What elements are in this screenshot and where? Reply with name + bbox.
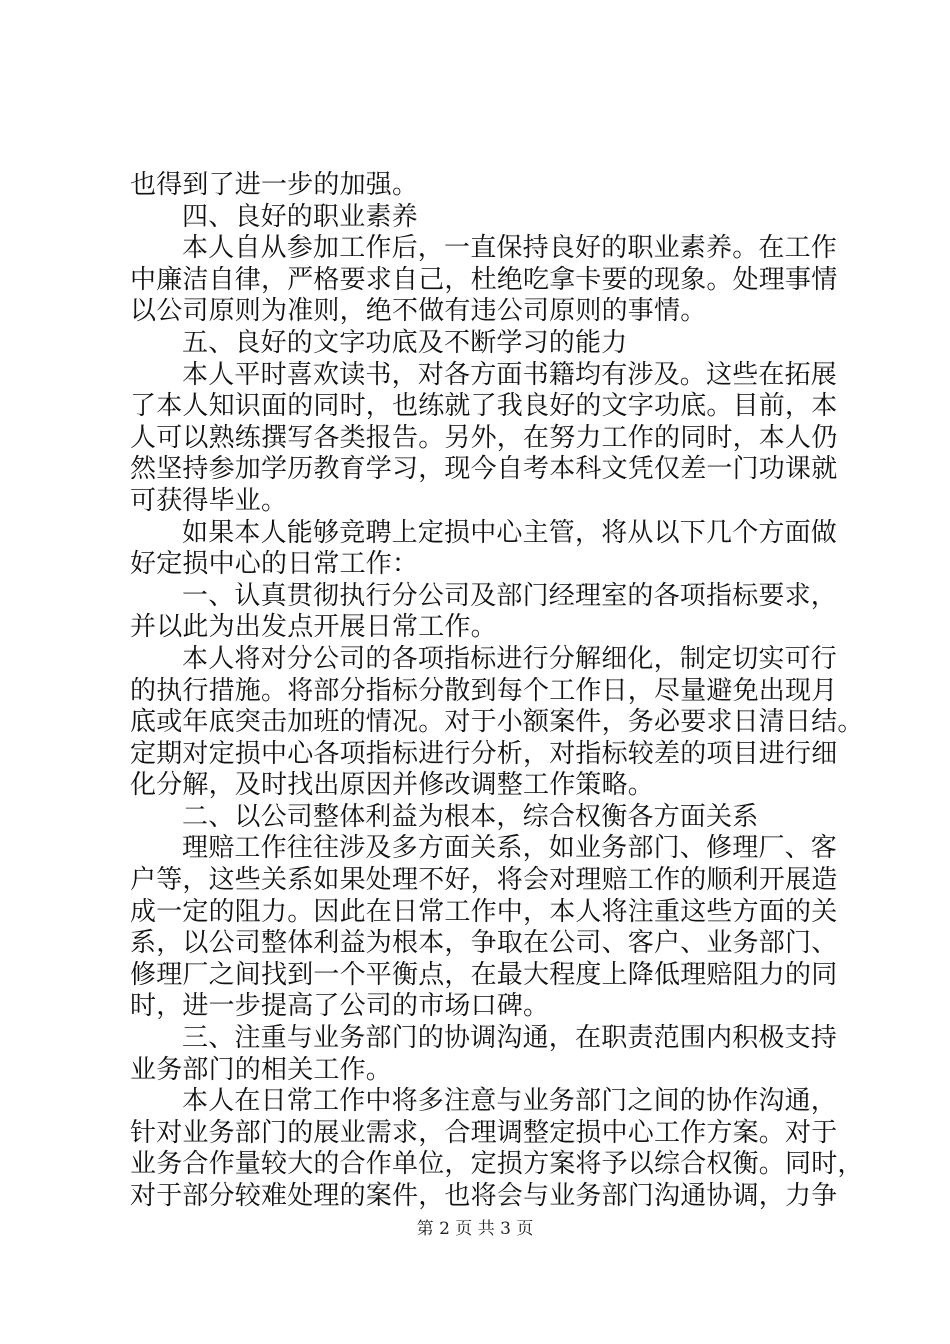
document-body	[130, 170, 864, 1213]
text-line: 四、良好的职业素养	[182, 201, 418, 232]
text-line: 本人自从参加工作后，一直保持良好的职业素养。在工作	[182, 233, 838, 264]
text-line: 如果本人能够竞聘上定损中心主管，将从以下几个方面做	[182, 517, 838, 548]
text-line: 可获得毕业。	[130, 485, 288, 516]
text-line: 以公司原则为准则，绝不做有违公司原则的事情。	[130, 296, 707, 327]
text-line: 定期对定损中心各项指标进行分析，对指标较差的项目进行细	[130, 738, 838, 769]
page-footer: 第 2 页 共 3 页	[416, 1219, 534, 1239]
text-line: 针对业务部门的展业需求，合理调整定损中心工作方案。对于	[130, 1117, 838, 1148]
text-line: 修理厂之间找到一个平衡点，在最大程度上降低理赔阻力的同	[130, 959, 838, 990]
text-line: 并以此为出发点开展日常工作。	[130, 612, 497, 643]
text-line: 人可以熟练撰写各类报告。另外，在努力工作的同时，本人仍	[130, 422, 838, 453]
text-line: 成一定的阻力。因此在日常工作中，本人将注重这些方面的关	[130, 896, 838, 927]
text-line: 二、以公司整体利益为根本，综合权衡各方面关系	[182, 801, 759, 832]
text-line: 本人平时喜欢读书，对各方面书籍均有涉及。这些在拓展	[182, 359, 838, 390]
text-line: 然坚持参加学历教育学习，现今自考本科文凭仅差一门功课就	[130, 454, 838, 485]
text-line: 好定损中心的日常工作：	[130, 549, 419, 580]
text-line: 五、良好的文字功底及不断学习的能力	[182, 327, 628, 358]
text-line: 本人在日常工作中将多注意与业务部门之间的协作沟通，	[182, 1086, 838, 1117]
text-line: 的执行措施。将部分指标分散到每个工作日，尽量避免出现月	[130, 675, 838, 706]
text-line: 理赔工作往往涉及多方面关系，如业务部门、修理厂、客	[182, 833, 838, 864]
text-line: 系，以公司整体利益为根本，争取在公司、客户、业务部门、	[130, 928, 838, 959]
text-line: 中廉洁自律，严格要求自己，杜绝吃拿卡要的现象。处理事情	[130, 264, 838, 295]
text-line: 时，进一步提高了公司的市场口碑。	[130, 991, 550, 1022]
text-line: 三、注重与业务部门的协调沟通，在职责范围内积极支持	[182, 1023, 838, 1054]
text-line: 一、认真贯彻执行分公司及部门经理室的各项指标要求，	[182, 580, 838, 611]
text-line: 了本人知识面的同时，也练就了我良好的文字功底。目前，本	[130, 391, 838, 422]
text-line: 对于部分较难处理的案件，也将会与业务部门沟通协调，力争	[130, 1181, 838, 1211]
text-line: 也得到了进一步的加强。	[130, 170, 419, 200]
text-line: 业务合作量较大的合作单位，定损方案将予以综合权衡。同时，	[130, 1149, 864, 1180]
text-line: 底或年底突击加班的情况。对于小额案件，务必要求日清日结。	[130, 707, 864, 738]
text-line: 化分解，及时找出原因并修改调整工作策略。	[130, 770, 655, 801]
text-line: 本人将对分公司的各项指标进行分解细化，制定切实可行	[182, 643, 838, 674]
text-line: 业务部门的相关工作。	[130, 1054, 393, 1085]
text-line: 户等，这些关系如果处理不好，将会对理赔工作的顺利开展造	[130, 865, 838, 896]
